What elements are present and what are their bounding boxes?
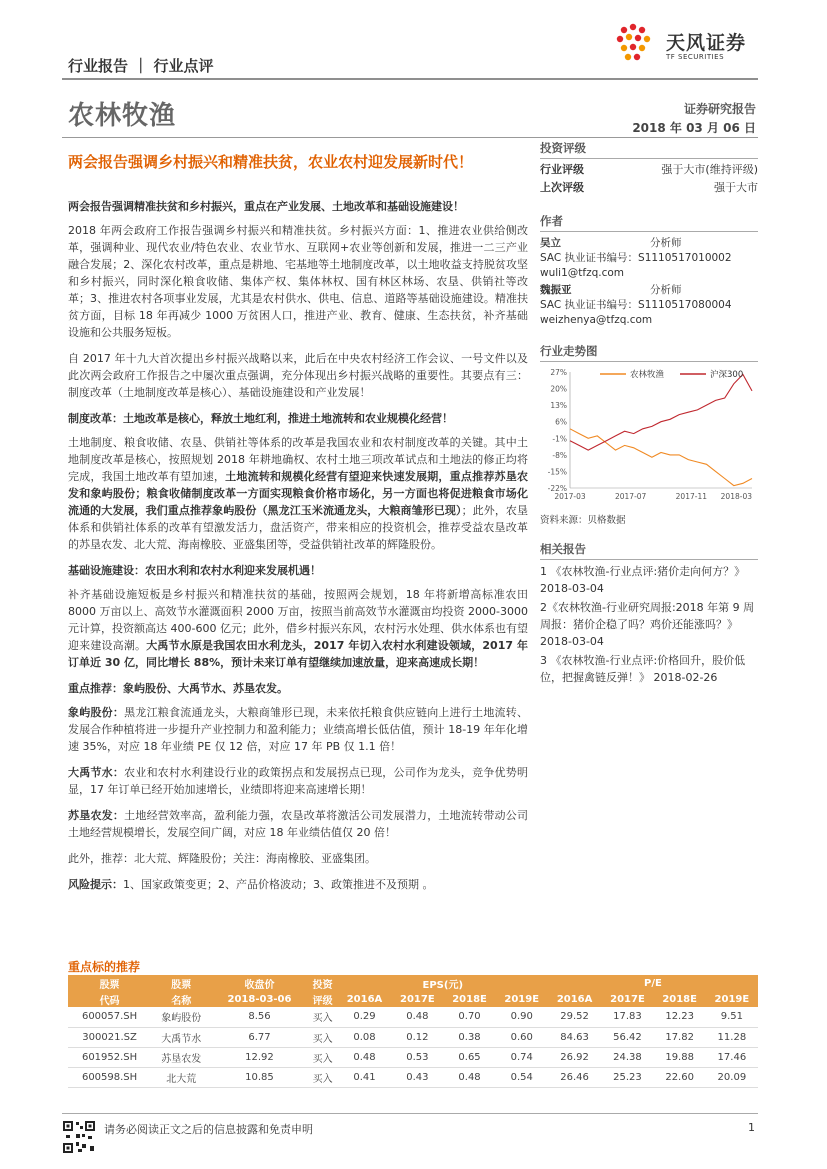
cell-eps-2016: 0.41 xyxy=(338,1067,392,1087)
cell-price: 6.77 xyxy=(211,1027,307,1047)
cell-name: 苏垦农发 xyxy=(151,1047,211,1067)
cell-code: 300021.SZ xyxy=(68,1027,151,1047)
cell-eps-2016: 0.08 xyxy=(338,1027,392,1047)
cell-rating: 买入 xyxy=(308,1007,338,1027)
paragraph-4 xyxy=(68,586,528,671)
trend-source: 资料来源：贝格数据 xyxy=(540,515,626,526)
cell-eps-2018: 0.70 xyxy=(443,1007,495,1027)
cell-pe-2017: 25.23 xyxy=(601,1067,653,1087)
section-title-3: 基础设施建设：农田水利和农村水利迎来发展机遇！ xyxy=(68,564,321,577)
risk-warning xyxy=(68,876,528,893)
paragraph-4-b: 大禹节水原是我国农田水利龙头，2017 年切入农村水利建设领域，2017 年订单近 30 亿，同比增长 88%，预计未来订单有望继续加速放量，迎来高速成长期！ xyxy=(68,639,528,669)
header-rule xyxy=(62,78,758,80)
stock-2 xyxy=(68,764,528,798)
stock-3 xyxy=(68,807,528,841)
risk-label: 风险提示： xyxy=(68,878,123,891)
th-eps: EPS(元) xyxy=(338,975,548,991)
author-2-sac: SAC 执业证书编号：S1110517080004 xyxy=(540,299,732,311)
table-title: 重点标的推荐 xyxy=(68,960,141,974)
cell-eps-2018: 0.38 xyxy=(443,1027,495,1047)
author-2-email[interactable]: weizhenya@tfzq.com xyxy=(540,314,653,326)
th-rating: 评级 xyxy=(308,991,338,1007)
authors-block xyxy=(540,213,758,328)
author-1-email[interactable]: wuli1@tfzq.com xyxy=(540,267,625,279)
stock-2-text: 农业和农村水利建设行业的政策拐点和发展拐点已现，公司作为龙头，竞争优势明显，17 年订单已经开始加速增长，业绩即将迎来高速增长期！ xyxy=(68,766,528,796)
brand-english: TF SECURITIES xyxy=(666,53,725,61)
cell-eps-2018: 0.48 xyxy=(443,1067,495,1087)
th-pe-2016: 2016A xyxy=(548,991,602,1007)
th-eps-2018: 2018E xyxy=(443,991,495,1007)
cell-pe-2017: 24.38 xyxy=(601,1047,653,1067)
legend-label: 沪深300 xyxy=(710,370,744,380)
rating-prev-row xyxy=(540,179,758,197)
cell-eps-2019: 0.74 xyxy=(496,1047,548,1067)
rating-block xyxy=(540,140,758,197)
section-title-1: 两会报告强调精准扶贫和乡村振兴，重点在产业发展、土地改革和基础设施建设！ xyxy=(68,200,464,213)
key-picks: 重点推荐：象屿股份、大禹节水、苏垦农发。 xyxy=(68,682,288,695)
th-pe-2018: 2018E xyxy=(654,991,706,1007)
author-1-role: 分析师 xyxy=(650,237,682,249)
cell-pe-2018: 12.23 xyxy=(654,1007,706,1027)
trend-heading: 行业走势图 xyxy=(540,344,598,358)
cell-eps-2016: 0.48 xyxy=(338,1047,392,1067)
author-2-role: 分析师 xyxy=(650,284,682,296)
author-1 xyxy=(540,236,758,281)
paragraph-3-c: ；此外，农垦体系和供销社体系的改革有望激发活力，盘活资产，带来相应的投资机会，推荐受益农垦改革的苏垦农发、北大荒、海南橡胶、亚盛集团等，受益供销社改革的辉隆股份。 xyxy=(68,504,529,551)
cell-name: 北大荒 xyxy=(151,1067,211,1087)
cell-pe-2019: 17.46 xyxy=(706,1047,758,1067)
also-recommend: 此外，推荐：北大荒、辉隆股份；关注：海南橡胶、亚盛集团。 xyxy=(68,852,376,865)
cell-rating: 买入 xyxy=(308,1047,338,1067)
page-number: 1 xyxy=(748,1121,755,1134)
cell-code: 600598.SH xyxy=(68,1067,151,1087)
authors-heading: 作者 xyxy=(540,214,563,228)
table-row xyxy=(68,1067,758,1087)
series-line-2 xyxy=(570,374,752,450)
y-tick-label: -15% xyxy=(547,467,567,477)
th-rating-top: 投资 xyxy=(308,975,338,991)
cell-price: 12.92 xyxy=(211,1047,307,1067)
rating-prev-label: 上次评级 xyxy=(540,181,584,194)
th-eps-2017: 2017E xyxy=(391,991,443,1007)
table-row xyxy=(68,1047,758,1067)
table-row xyxy=(68,1027,758,1047)
related-item-2-text[interactable]: 2《农林牧渔-行业研究周报:2018 年第 9 周周报：猪价企稳了吗？鸡价还能涨吗？》 xyxy=(540,601,755,631)
stock-3-name: 苏垦农发： xyxy=(68,809,125,822)
stock-1 xyxy=(68,704,528,755)
header-rule-2 xyxy=(62,137,758,138)
series-line-1 xyxy=(570,429,752,486)
th-name-top: 股票 xyxy=(151,975,211,991)
section-title-2: 制度改革：土地改革是核心，释放土地红利，推进土地流转和农业规模化经营！ xyxy=(68,412,453,425)
th-pe-2017: 2017E xyxy=(601,991,653,1007)
x-tick-label: 2017-07 xyxy=(614,492,647,501)
cell-eps-2017: 0.48 xyxy=(391,1007,443,1027)
rating-prev-value: 强于大市 xyxy=(714,181,758,194)
rating-industry-label: 行业评级 xyxy=(540,163,584,176)
cell-pe-2016: 26.46 xyxy=(548,1067,602,1087)
cell-code: 601952.SH xyxy=(68,1047,151,1067)
th-price: 2018-03-06 xyxy=(211,991,307,1007)
cell-eps-2019: 0.60 xyxy=(496,1027,548,1047)
rating-industry-row xyxy=(540,161,758,179)
cell-pe-2016: 29.52 xyxy=(548,1007,602,1027)
th-name: 名称 xyxy=(151,991,211,1007)
recommend-table xyxy=(68,975,758,1088)
related-item-1-date: 2018-03-04 xyxy=(540,582,604,595)
brand-name: 天风证券 xyxy=(666,32,747,54)
y-tick-label: -22% xyxy=(547,484,567,493)
cell-eps-2018: 0.65 xyxy=(443,1047,495,1067)
y-tick-label: 20% xyxy=(550,384,567,394)
cell-pe-2018: 17.82 xyxy=(654,1027,706,1047)
cell-eps-2016: 0.29 xyxy=(338,1007,392,1027)
rating-heading: 投资评级 xyxy=(540,141,586,155)
cell-pe-2019: 11.28 xyxy=(706,1027,758,1047)
x-tick-label: 2018-03 xyxy=(720,492,752,501)
th-pe-2019: 2019E xyxy=(706,991,758,1007)
table-head-row-1 xyxy=(68,975,758,991)
paragraph-2: 自 2017 年十九大首次提出乡村振兴战略以来，此后在中央农村经济工作会议、一号文件以及此次两会政府工作报告之中屡次重点强调，充分体现出乡村振兴战略的重要性。其要点有三：制度改革（土地制度改革是核心）、基础设施建设和产业发展！ xyxy=(68,352,528,399)
cell-rating: 买入 xyxy=(308,1027,338,1047)
cell-pe-2017: 17.83 xyxy=(601,1007,653,1027)
footer-rule xyxy=(62,1113,758,1114)
th-pe: P/E xyxy=(548,975,758,991)
y-tick-label: 6% xyxy=(555,417,567,427)
table-head-row-2 xyxy=(68,991,758,1007)
cell-pe-2018: 22.60 xyxy=(654,1067,706,1087)
report-label: 证券研究报告 xyxy=(683,102,756,116)
risk-text: 1、国家政策变更；2、产品价格波动；3、政策推进不及预期 。 xyxy=(123,878,434,891)
cell-price: 8.56 xyxy=(211,1007,307,1027)
stock-1-text: 黑龙江粮食流通龙头，大粮商雏形已现，未来依托粮食供应链向上进行土地流转、发展合作种植将进一步提升产业控制力和盈利能力；业绩高增长低估值，预计 18-19 年年化增速 35%，对应 18 年业绩 PE 仅 12 倍，对应 17 年 PB 仅 1.1 倍！ xyxy=(68,706,528,753)
author-2-name: 魏振亚 xyxy=(540,284,572,296)
cell-eps-2017: 0.53 xyxy=(391,1047,443,1067)
x-tick-label: 2017-03 xyxy=(554,492,586,501)
cell-pe-2019: 20.09 xyxy=(706,1067,758,1087)
related-item-2[interactable] xyxy=(540,599,758,650)
y-tick-label: -8% xyxy=(552,450,567,460)
paragraph-1: 2018 年两会政府工作报告强调乡村振兴和精准扶贫。乡村振兴方面：1、推进农业供给侧改革，强调种业、现代农业/特色农业、农业节水、互联网+农业等创新和发展，推进一二三产业融合发展；2、深化农村改革，重点是耕地、宅基地等土地制度改革，以土地收益支持脱贫攻坚和乡村振兴，同时深化粮食收储、集体产权、集体林权、国有林区林场、农垦、供销社等改革；3、推进农村各项事业发展，尤其是农村供水、供电、信息、道路等基础设施建设。精准扶贫方面，目标 18 年再减少 1000 万贫困人口，推进产业、教育、健康、生态扶贫，补齐基础设施和公共服务短板。 xyxy=(68,224,528,339)
paragraph-4-a: 补齐基础设施短板是乡村振兴和精准扶贫的基础，按照两会规划，18 年将新增高标准农田 8000 万亩以上、高效节水灌溉面积 2000 万亩，按照当前高效节水灌溉亩均投资 2000-3000 元计算，投资额高达 400-600 亿元；此外，借乡村振兴东风，农村污水处理、供水体系也有望迎来建设高潮。 xyxy=(68,588,528,652)
cell-eps-2017: 0.43 xyxy=(391,1067,443,1087)
x-tick-label: 2017-11 xyxy=(675,492,708,501)
related-item-2-date: 2018-03-04 xyxy=(540,635,604,648)
author-1-sac: SAC 执业证书编号：S1110517010002 xyxy=(540,252,732,264)
paragraph-3 xyxy=(68,434,528,553)
th-code-top: 股票 xyxy=(68,975,151,991)
related-heading: 相关报告 xyxy=(540,542,586,556)
table-body xyxy=(68,1007,758,1087)
y-tick-label: 27% xyxy=(550,368,567,377)
table-row xyxy=(68,1007,758,1027)
paragraph-3-a: 土地制度、粮食收储、农垦、供销社等体系的改革是我国农业和农村制度改革的关键。其中土地制度改革是核心，按照规划 2018 年耕地确权、农村土地三项改革试点和土地法的修正均将完成，我国土地改革有望加速， xyxy=(68,436,528,483)
cell-eps-2017: 0.12 xyxy=(391,1027,443,1047)
cell-pe-2018: 19.88 xyxy=(654,1047,706,1067)
cell-name: 大禹节水 xyxy=(151,1027,211,1047)
author-1-name: 吴立 xyxy=(540,237,561,249)
footer-disclaimer[interactable]: 请务必阅读正文之后的信息披露和免责申明 xyxy=(104,1123,313,1136)
th-eps-2016: 2016A xyxy=(338,991,392,1007)
cell-price: 10.85 xyxy=(211,1067,307,1087)
cell-pe-2017: 56.42 xyxy=(601,1027,653,1047)
author-2 xyxy=(540,283,758,328)
th-eps-2019: 2019E xyxy=(496,991,548,1007)
report-date: 2018 年 03 月 06 日 xyxy=(632,121,756,135)
cell-name: 象屿股份 xyxy=(151,1007,211,1027)
y-tick-label: 13% xyxy=(550,401,567,411)
stock-3-text: 土地经营效率高，盈利能力强，农垦改革将激活公司发展潜力，土地流转带动公司土地经营规模增长，发展空间广阔，对应 18 年业绩估值仅 20 倍！ xyxy=(68,809,528,839)
trend-chart xyxy=(540,362,758,510)
related-item-3-text[interactable]: 3 《农林牧渔-行业点评:价格回升，股价低位，把握禽链反弹！》 xyxy=(540,654,746,684)
y-tick-label: -1% xyxy=(552,434,567,444)
th-code: 代码 xyxy=(68,991,151,1007)
stock-2-name: 大禹节水： xyxy=(68,766,125,779)
th-price-top: 收盘价 xyxy=(211,975,307,991)
main-body xyxy=(68,198,528,902)
rating-rule xyxy=(540,158,758,159)
related-block xyxy=(540,541,758,686)
related-rule xyxy=(540,559,758,560)
sector-title: 农林牧渔 xyxy=(68,101,177,131)
trend-heading-block xyxy=(540,343,758,362)
cell-pe-2016: 84.63 xyxy=(548,1027,602,1047)
legend-label: 农林牧渔 xyxy=(630,370,665,380)
related-item-3[interactable] xyxy=(540,652,758,686)
stock-1-name: 象屿股份： xyxy=(68,706,125,719)
cell-code: 600057.SH xyxy=(68,1007,151,1027)
paragraph-3-b: 土地流转和规模化经营有望迎来快速发展期，重点推荐苏垦农发和象屿股份；粮食收储制度改革一方面实现粮食价格市场化，另一方面也将促进粮食市场化流通的大发展，我们重点推荐象屿股份（黑龙江玉米流通龙头，大粮商雏形已现） xyxy=(68,470,529,517)
logo-dots-icon xyxy=(617,24,650,60)
report-type: 行业报告 ｜ 行业点评 xyxy=(68,57,214,75)
cell-pe-2016: 26.92 xyxy=(548,1047,602,1067)
authors-rule xyxy=(540,231,758,232)
cell-rating: 买入 xyxy=(308,1067,338,1087)
related-item-3-date: 2018-02-26 xyxy=(653,671,718,684)
rating-industry-value: 强于大市(维持评级) xyxy=(661,163,758,176)
headline: 两会报告强调乡村振兴和精准扶贫，农业农村迎发展新时代！ xyxy=(68,153,474,171)
related-item-1-text[interactable]: 1 《农林牧渔-行业点评:猪价走向何方？》 xyxy=(540,565,746,578)
cell-eps-2019: 0.54 xyxy=(496,1067,548,1087)
cell-pe-2019: 9.51 xyxy=(706,1007,758,1027)
cell-eps-2019: 0.90 xyxy=(496,1007,548,1027)
qr-code-icon xyxy=(62,1120,96,1154)
related-item-1[interactable] xyxy=(540,563,758,597)
